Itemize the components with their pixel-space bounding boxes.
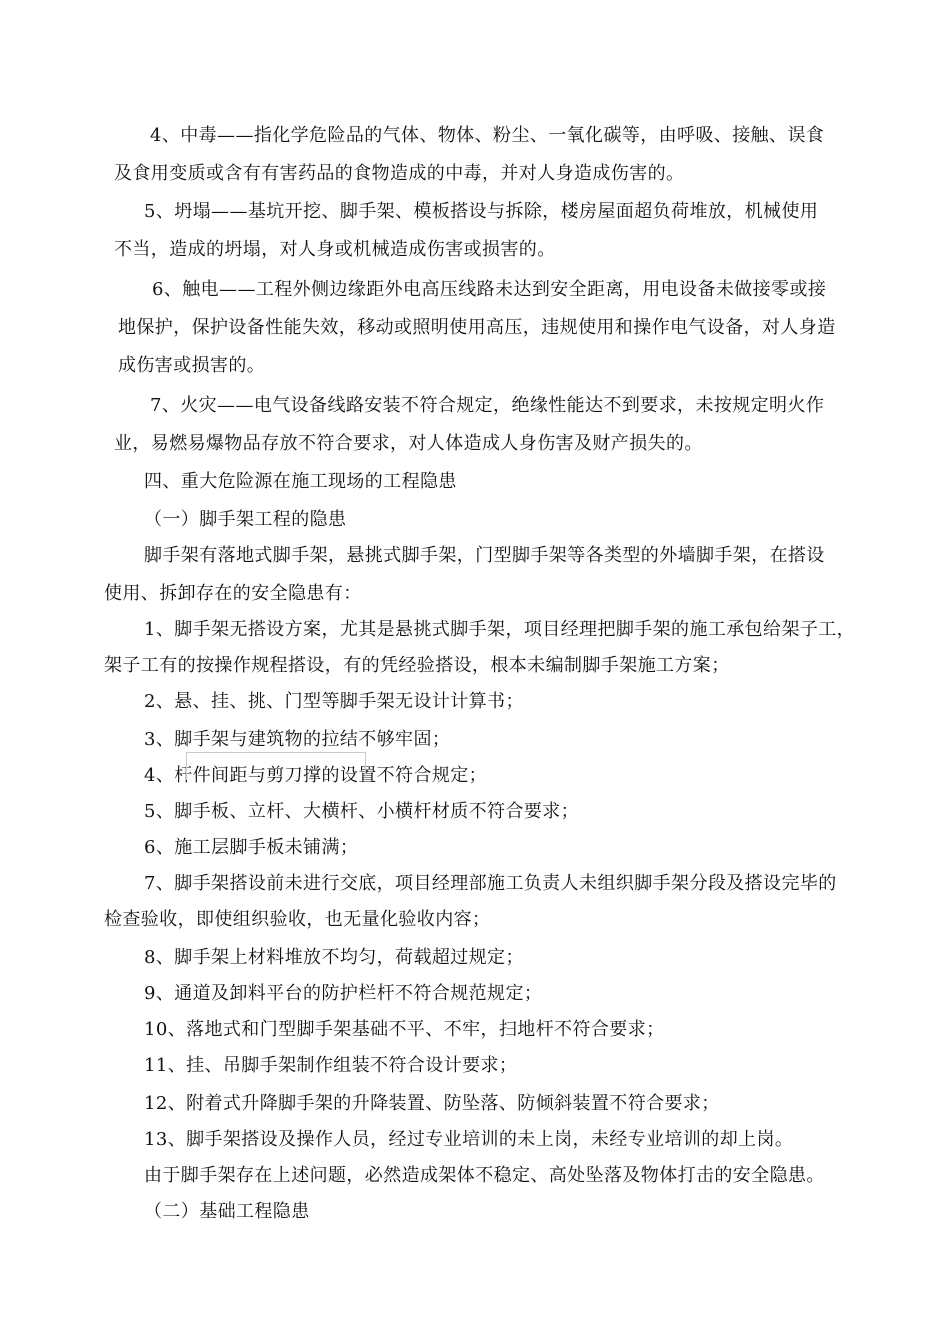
list-item: 6、施工层脚手板未铺满；: [144, 837, 359, 858]
section-heading: 四、重大危险源在施工现场的工程隐患: [144, 471, 457, 492]
text-line: 5、坍塌——基坑开挖、脚手架、模板搭设与拆除，楼房屋面超负荷堆放，机械使用: [144, 201, 819, 222]
list-item: 12、附着式升降脚手架的升降装置、防坠落、防倾斜装置不符合要求；: [144, 1093, 720, 1114]
list-item: 3、脚手架与建筑物的拉结不够牢固；: [144, 729, 451, 750]
text-line: 地保护，保护设备性能失效，移动或照明使用高压，违规使用和操作电气设备，对人身造: [118, 317, 836, 338]
subsection-heading: （二）基础工程隐患: [144, 1201, 310, 1222]
text-line: 及食用变质或含有有害药品的食物造成的中毒，并对人身造成伤害的。: [114, 163, 685, 184]
list-item: 4、杆件间距与剪刀撑的设置不符合规定；: [144, 765, 488, 786]
text-line: 业，易燃易爆物品存放不符合要求，对人体造成人身伤害及财产损失的。: [114, 433, 703, 454]
list-item: 2、悬、挂、挑、门型等脚手架无设计计算书；: [144, 691, 524, 712]
list-item: 10、落地式和门型脚手架基础不平、不牢，扫地杆不符合要求；: [144, 1019, 665, 1040]
text-line: 成伤害或损害的。: [118, 355, 266, 376]
list-item: 5、脚手板、立杆、大横杆、小横杆材质不符合要求；: [144, 801, 580, 822]
list-item: 8、脚手架上材料堆放不均匀，荷载超过规定；: [144, 947, 524, 968]
list-item: 7、脚手架搭设前未进行交底，项目经理部施工负责人未组织脚手架分段及搭设完毕的: [144, 873, 837, 894]
list-item: 13、脚手架搭设及操作人员，经过专业培训的未上岗，未经专业培训的却上岗。: [144, 1129, 794, 1150]
list-item: 11、挂、吊脚手架制作组装不符合设计要求；: [144, 1055, 518, 1076]
list-item: 9、通道及卸料平台的防护栏杆不符合规范规定；: [144, 983, 543, 1004]
text-line: 6、触电——工程外侧边缘距外电高压线路未达到安全距离，用电设备未做接零或接: [152, 279, 827, 300]
text-line: 7、火灾——电气设备线路安装不符合规定，绝缘性能达不到要求，未按规定明火作: [150, 395, 825, 416]
text-line: 架子工有的按操作规程搭设，有的凭经验搭设，根本未编制脚手架施工方案；: [104, 655, 730, 676]
text-line: 由于脚手架存在上述问题，必然造成架体不稳定、高处坠落及物体打击的安全隐患。: [144, 1165, 825, 1186]
text-line: 使用、拆卸存在的安全隐患有：: [104, 583, 362, 604]
subsection-heading: （一）脚手架工程的隐患: [144, 509, 347, 530]
text-line: 脚手架有落地式脚手架，悬挑式脚手架，门型脚手架等各类型的外墙脚手架，在搭设: [144, 545, 825, 566]
list-item: 1、脚手架无搭设方案，尤其是悬挑式脚手架，项目经理把脚手架的施工承包给架子工，: [144, 619, 856, 640]
text-line: 4、中毒——指化学危险品的气体、物体、粉尘、一氧化碳等，由呼吸、接触、误食: [150, 125, 825, 146]
text-line: 检查验收，即使组织验收，也无量化验收内容；: [104, 909, 491, 930]
text-line: 不当，造成的坍塌，对人身或机械造成伤害或损害的。: [114, 239, 556, 260]
